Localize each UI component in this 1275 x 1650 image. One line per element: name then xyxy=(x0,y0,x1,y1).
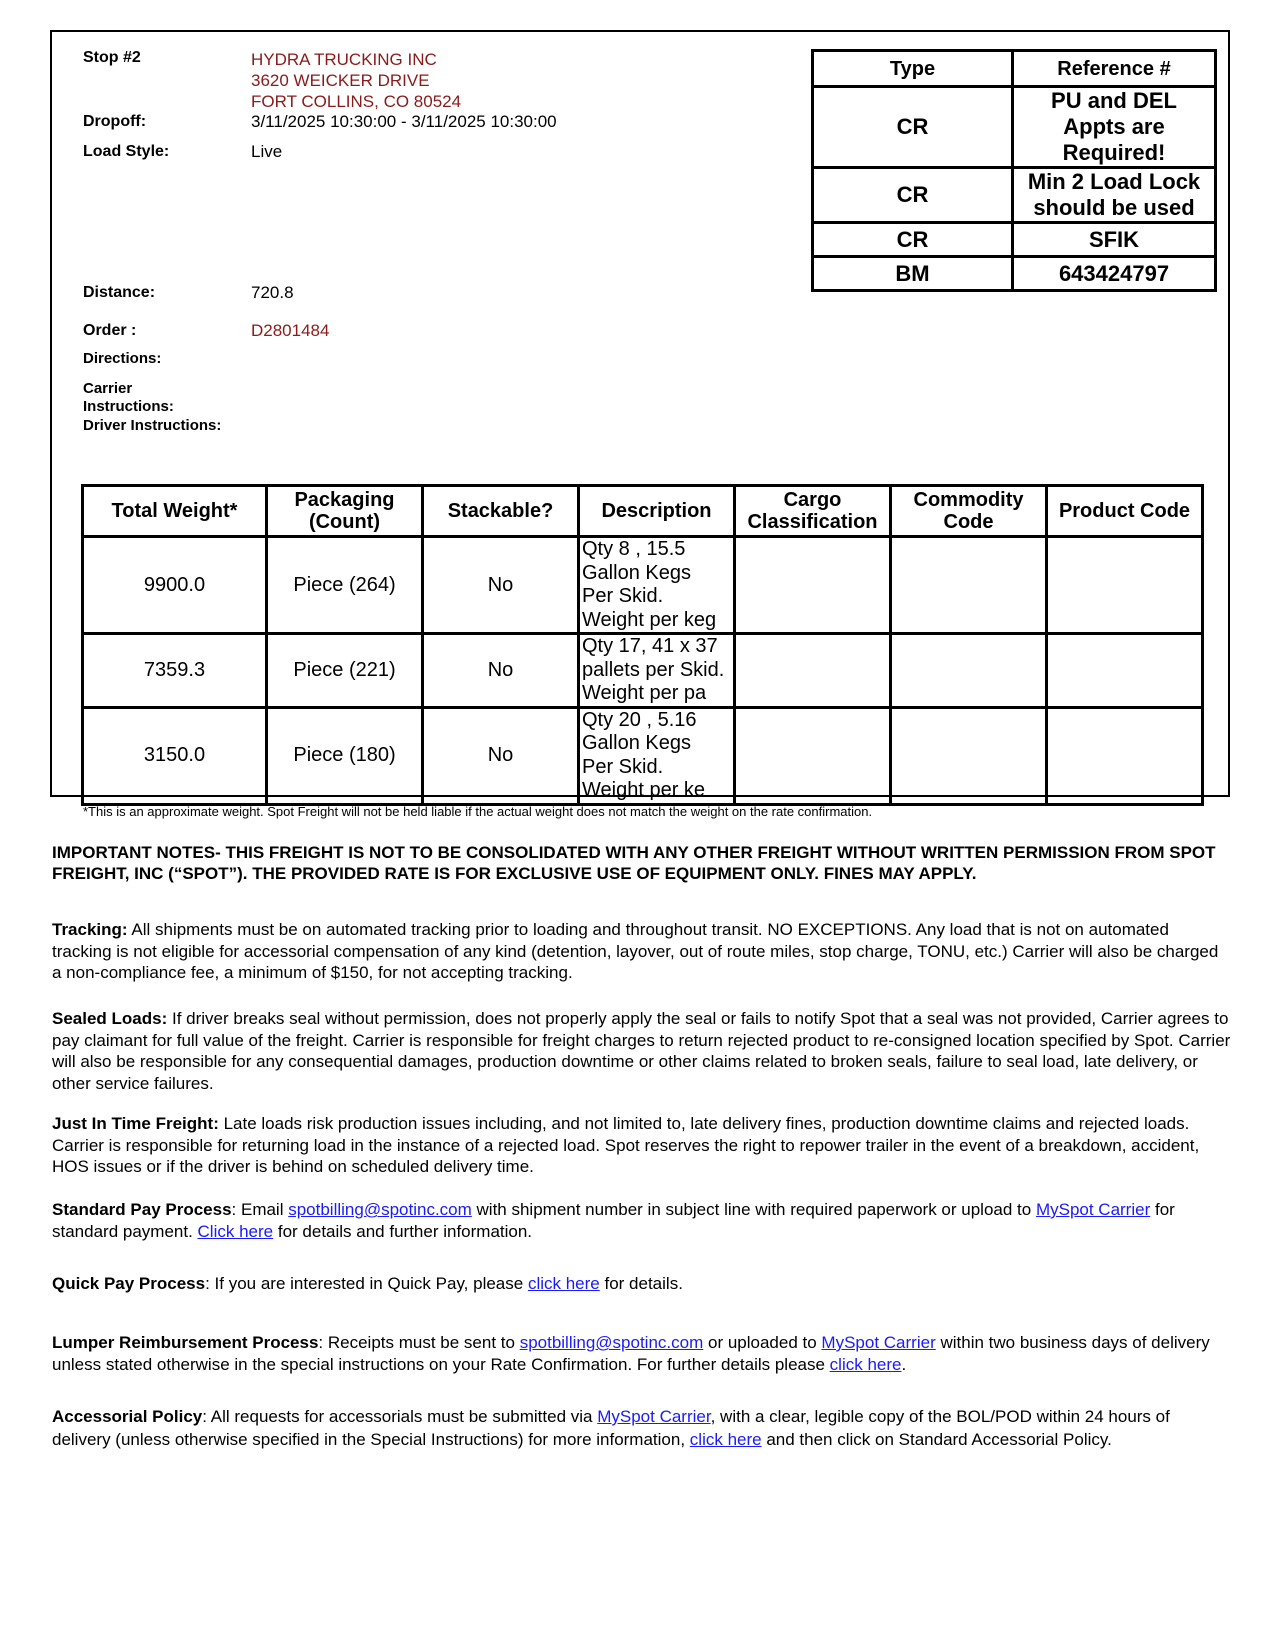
packaging-cell: Piece (221) xyxy=(267,634,423,708)
reference-row xyxy=(813,257,1216,291)
driver-instructions-label: Driver Instructions: xyxy=(83,417,222,434)
lumper-click-here-link[interactable]: click here xyxy=(829,1354,902,1374)
lumper-label: Lumper Reimbursement Process xyxy=(52,1333,319,1352)
billing-email-link[interactable]: spotbilling@spotinc.com xyxy=(288,1200,472,1219)
total-weight-cell: 3150.0 xyxy=(83,707,267,804)
description-line: Qty 8 , 15.5 xyxy=(582,538,686,560)
distance-value: 720.8 xyxy=(251,283,294,302)
carrier-instructions-label xyxy=(83,380,174,416)
cargo-classification-cell xyxy=(735,537,891,634)
cargo-header-line-1: Cargo xyxy=(783,489,842,511)
reference-value xyxy=(1013,168,1216,223)
weight-footnote: *This is an approximate weight. Spot Freight will not be held liable if the actual weight does not match the weight on the rate confirmation. xyxy=(83,804,873,819)
reference-row xyxy=(813,87,1216,168)
standard-pay-text: with shipment number in subject line with required paperwork or upload to xyxy=(471,1200,1036,1219)
description-line: Gallon Kegs xyxy=(582,561,691,584)
accessorial-click-here-link[interactable]: click here xyxy=(689,1430,762,1449)
standard-pay-text: for standard payment. xyxy=(52,1200,1175,1241)
packaging-header-line-2: (Count) xyxy=(308,511,381,533)
description-cell xyxy=(579,537,735,634)
reference-row xyxy=(813,223,1216,257)
commodity-header-line-1: Commodity xyxy=(913,489,1024,511)
stackable-cell: No xyxy=(423,634,579,708)
product-code-cell xyxy=(1047,707,1203,804)
reference-value: 643424797 xyxy=(1013,257,1216,291)
accessorial-text: and then click on Standard Accessorial Policy. xyxy=(761,1430,1112,1449)
freight-row xyxy=(83,707,1203,804)
tracking-text: All shipments must be on automated tracking prior to loading and throughout transit. NO EXCEPTIONS. Any load that is not on automated tracking is not eligible for accessorial compensation of any kind (detention, layover, out of route miles, stop charge, TONU, etc.) Carrier will also be charged a non-compliance fee, a minimum of $150, for not accepting tracking. xyxy=(52,920,1219,982)
myspot-carrier-link[interactable]: MySpot Carrier xyxy=(821,1333,936,1352)
reference-header-row xyxy=(813,51,1216,87)
reference-number-header: Reference # xyxy=(1013,51,1216,87)
jit-label: Just In Time Freight: xyxy=(52,1114,219,1133)
total-weight-cell: 7359.3 xyxy=(83,634,267,708)
commodity-code-header xyxy=(891,486,1047,537)
commodity-code-cell xyxy=(891,707,1047,804)
address-line-2: FORT COLLINS, CO 80524 xyxy=(251,92,462,111)
quick-pay-text: : If you are interested in Quick Pay, please xyxy=(205,1274,528,1293)
commodity-code-cell xyxy=(891,634,1047,708)
description-line: Per Skid. xyxy=(582,585,664,607)
description-line: Weight per pa xyxy=(582,682,707,704)
carrier-instructions-line-2: Instructions: xyxy=(83,398,174,415)
quick-pay-click-here-link[interactable]: click here xyxy=(527,1274,600,1293)
standard-pay-label: Standard Pay Process xyxy=(52,1200,232,1219)
distance-label: Distance: xyxy=(83,284,156,301)
directions-label: Directions: xyxy=(83,350,162,367)
standard-pay-text: for details and further information. xyxy=(273,1221,533,1241)
reference-row xyxy=(813,168,1216,223)
freight-row xyxy=(83,634,1203,708)
stop-label: Stop #2 xyxy=(83,49,141,66)
accessorial-text: , with a clear, legible copy of the BOL/POD within 24 hours of delivery (unless otherwise specified in the Special Instructions) for more information, xyxy=(52,1407,1170,1449)
packaging-cell: Piece (264) xyxy=(267,537,423,634)
lumper-text: or uploaded to xyxy=(703,1333,822,1352)
reference-type: CR xyxy=(813,87,1013,168)
standard-pay-paragraph xyxy=(52,1199,1232,1242)
description-line: Qty 17, 41 x 37 xyxy=(582,635,718,657)
total-weight-cell: 9900.0 xyxy=(83,537,267,634)
accessorial-paragraph xyxy=(52,1405,1232,1451)
lumper-text: within two business days of delivery unless stated otherwise in the special instructions on your Rate Confirmation. For further details please xyxy=(52,1333,1210,1374)
myspot-carrier-link[interactable]: MySpot Carrier xyxy=(1035,1200,1151,1219)
reference-line: Appts are xyxy=(1063,114,1165,139)
sealed-loads-paragraph xyxy=(52,1008,1232,1094)
important-notes: IMPORTANT NOTES- THIS FREIGHT IS NOT TO BE CONSOLIDATED WITH ANY OTHER FREIGHT WITHOUT WRITTEN PERMISSION FROM SPOT FREIGHT, INC (“SPOT”). THE PROVIDED RATE IS FOR EXCLUSIVE USE OF EQUIPMENT ONLY. FINES MAY APPLY. xyxy=(52,843,1216,883)
sealed-loads-text: If driver breaks seal without permission, does not properly apply the seal or fails to notify Spot that a seal was not provided, Carrier agrees to pay claimant for full value of the freight. Carrier is responsible for freight charges to return rejected product to re-consigned location specified by Spot. Carrier will also be responsible for any consequential damages, production downtime or other claims related to broken seals, failure to seal load, late delivery, or other service failures. xyxy=(52,1009,1231,1093)
reference-type: CR xyxy=(813,223,1013,257)
billing-email-link[interactable]: spotbilling@spotinc.com xyxy=(519,1333,704,1352)
reference-type: CR xyxy=(813,168,1013,223)
description-cell xyxy=(579,707,735,804)
reference-value: SFIK xyxy=(1013,223,1216,257)
standard-pay-click-here-link[interactable]: Click here xyxy=(197,1221,274,1241)
stop-address xyxy=(251,49,461,112)
product-code-header: Product Code xyxy=(1047,486,1203,537)
sealed-loads-label: Sealed Loads: xyxy=(52,1009,168,1028)
tracking-label: Tracking: xyxy=(52,920,128,939)
description-line: Weight per keg xyxy=(582,608,717,631)
quick-pay-label: Quick Pay Process xyxy=(52,1274,206,1293)
cargo-header-line-2: Classification xyxy=(747,511,878,533)
description-line: Per Skid. xyxy=(582,755,664,778)
address-line-1: 3620 WEICKER DRIVE xyxy=(251,71,430,90)
jit-text: Late loads risk production issues including, and not limited to, late delivery fines, production downtime claims and rejected loads. Carrier is responsible for returning load in the instance of a rejected load. Spot reserves the right to repower trailer in the event of a breakdown, accident, HOS issues or if the driver is behind on scheduled delivery time. xyxy=(52,1114,1200,1176)
accessorial-text: : All requests for accessorials must be submitted via xyxy=(202,1407,598,1426)
cargo-classification-cell xyxy=(735,707,891,804)
load-style-value: Live xyxy=(251,142,283,161)
commodity-header-line-2: Code xyxy=(943,511,994,533)
total-weight-header: Total Weight* xyxy=(83,486,267,537)
reference-line: Min 2 Load Lock xyxy=(1027,169,1201,194)
load-style-label: Load Style: xyxy=(83,143,170,160)
product-code-cell xyxy=(1047,537,1203,634)
stackable-cell: No xyxy=(423,707,579,804)
stackable-cell: No xyxy=(423,537,579,634)
carrier-instructions-line-1: Carrier xyxy=(83,380,133,397)
dropoff-value: 3/11/2025 10:30:00 - 3/11/2025 10:30:00 xyxy=(251,112,557,131)
quick-pay-paragraph xyxy=(52,1273,1232,1295)
freight-row xyxy=(83,537,1203,634)
description-cell xyxy=(579,634,735,708)
reference-value xyxy=(1013,87,1216,168)
reference-type: BM xyxy=(813,257,1013,291)
cargo-classification-header xyxy=(735,486,891,537)
freight-header-row xyxy=(83,486,1203,537)
jit-paragraph xyxy=(52,1113,1232,1178)
lumper-paragraph xyxy=(52,1332,1232,1375)
type-header: Type xyxy=(813,51,1013,87)
standard-pay-text: : Email xyxy=(231,1200,289,1219)
quick-pay-text: for details. xyxy=(599,1274,683,1293)
product-code-cell xyxy=(1047,634,1203,708)
reference-line: Required! xyxy=(1062,140,1166,165)
stackable-header: Stackable? xyxy=(423,486,579,537)
cargo-classification-cell xyxy=(735,634,891,708)
myspot-carrier-link[interactable]: MySpot Carrier xyxy=(597,1407,711,1426)
packaging-header xyxy=(267,486,423,537)
reference-line: PU and DEL xyxy=(1051,88,1177,113)
order-label: Order : xyxy=(83,322,137,339)
lumper-text: . xyxy=(901,1354,907,1374)
commodity-code-cell xyxy=(891,537,1047,634)
order-value: D2801484 xyxy=(251,321,330,340)
freight-table xyxy=(81,484,1204,806)
reference-line: should be used xyxy=(1033,195,1195,220)
description-header: Description xyxy=(579,486,735,537)
reference-table xyxy=(811,49,1217,292)
packaging-cell: Piece (180) xyxy=(267,707,423,804)
description-line: Qty 20 , 5.16 xyxy=(582,708,697,731)
packaging-header-line-1: Packaging xyxy=(294,489,395,511)
lumper-text: : Receipts must be sent to xyxy=(318,1333,520,1352)
accessorial-label: Accessorial Policy xyxy=(52,1407,203,1426)
dropoff-label: Dropoff: xyxy=(83,113,147,130)
company-name: HYDRA TRUCKING INC xyxy=(251,50,437,69)
description-line: Weight per ke xyxy=(582,779,706,801)
description-line: Gallon Kegs xyxy=(582,732,691,754)
description-line: pallets per Skid. xyxy=(582,658,725,681)
tracking-paragraph xyxy=(52,919,1232,984)
